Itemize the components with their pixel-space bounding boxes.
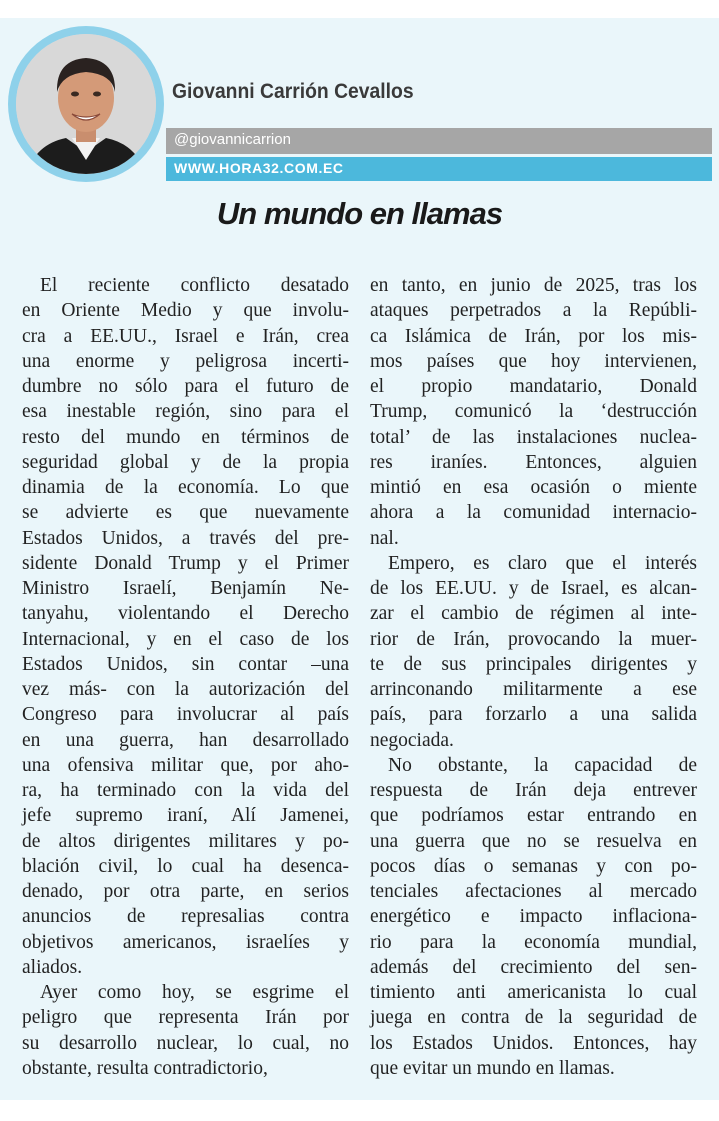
text-line: mintió en esa ocasión o miente (370, 477, 697, 498)
text-line: ca Islámica de Irán, por los mis- (370, 325, 697, 347)
author-photo-icon (16, 34, 156, 174)
author-photo (16, 34, 156, 174)
text-line: obstante, resulta contradictorio, (22, 1057, 268, 1079)
text-line: Empero, es claro que el interés (388, 552, 697, 574)
text-line: ra, ha terminado con la vida del (22, 780, 349, 801)
text-line: cra a EE.UU., Israel e Irán, crea (22, 325, 349, 347)
text-line: en una guerra, han desarrollado (22, 729, 349, 751)
text-line: los Estados Unidos. Entonces, hay (370, 1032, 697, 1054)
author-handle[interactable]: @giovannicarrion (174, 131, 291, 148)
text-line: nal. (370, 527, 399, 549)
text-line: esa inestable región, sino para el (22, 401, 349, 423)
text-line: total’ de las instalaciones nuclea- (370, 426, 697, 448)
text-line: mos países que hoy intervienen, (370, 350, 697, 372)
text-line: Ayer como hoy, se esgrime el (40, 982, 349, 1003)
text-line: Estados Unidos, sin contar –una (22, 653, 349, 675)
text-line: una enorme y peligrosa incerti- (22, 350, 349, 372)
text-line: zar el cambio de régimen al inte- (370, 603, 697, 625)
text-line: rior de Irán, provocando la muer- (370, 628, 697, 650)
text-line: El reciente conflicto desatado (40, 275, 349, 296)
text-line: además del crecimiento del sen- (370, 956, 697, 978)
text-line: una guerra que no se resuelva en (370, 830, 697, 852)
text-line: objetivos americanos, israelíes y (22, 931, 349, 953)
text-line: su desarrollo nuclear, lo cual, no (22, 1032, 349, 1054)
author-name: Giovanni Carrión Cevallos (172, 80, 414, 103)
text-line: arrinconando militarmente a ese (370, 679, 697, 700)
text-line: de los EE.UU. y de Israel, es alcan- (370, 578, 697, 599)
text-line: negociada. (370, 729, 454, 751)
text-line: rio para la economía mundial, (370, 931, 697, 953)
text-line: ahora a la comunidad internacio- (370, 502, 697, 524)
text-line: Congreso para involucrar al país (22, 704, 349, 726)
text-line: que evitar un mundo en llamas. (370, 1057, 615, 1079)
right-column (370, 273, 697, 1081)
text-line: ataques perpetrados a la Repúbli- (370, 300, 697, 322)
text-line: timiento anti americanista lo cual (370, 982, 697, 1003)
text-line: jefe supremo iraní, Alí Jamenei, (22, 805, 349, 827)
paragraph (370, 551, 697, 753)
text-line: No obstante, la capacidad de (388, 754, 697, 776)
text-line: tenciales afectaciones al mercado (370, 881, 697, 902)
paragraph (370, 273, 697, 551)
text-line: vez más- con la autorización del (22, 679, 349, 700)
text-line: en Oriente Medio y que involu- (22, 300, 349, 322)
text-line: denado, por otra parte, en serios (22, 881, 349, 902)
text-line: país, para forzarlo a una salida (370, 704, 697, 726)
text-line: Ministro Israelí, Benjamín Ne- (22, 578, 349, 599)
text-line: una ofensiva militar que, por aho- (22, 754, 349, 776)
handle-bar (166, 128, 712, 154)
text-line: el propio mandatario, Donald (370, 376, 697, 397)
text-line: res iraníes. Entonces, alguien (370, 451, 697, 473)
text-line: peligro que representa Irán por (22, 1007, 349, 1029)
text-line: anuncios de represalias contra (22, 906, 349, 928)
website-link[interactable]: WWW.HORA32.COM.EC (174, 160, 344, 176)
text-line: tanyahu, violentando el Derecho (22, 603, 349, 625)
article-title: Un mundo en llamas (216, 196, 503, 231)
text-line: resto del mundo en términos de (22, 426, 349, 448)
avatar-ring (8, 26, 164, 182)
paragraph (22, 980, 349, 1081)
paragraph (370, 753, 697, 1081)
text-line: Trump, comunicó la ‘destrucción (370, 401, 697, 423)
text-line: seguridad global y de la propia (22, 451, 349, 473)
paragraph (22, 273, 349, 980)
text-line: de altos dirigentes militares y po- (22, 830, 349, 852)
text-line: te de sus principales dirigentes y (370, 653, 697, 675)
text-line: blación civil, lo cual ha desenca- (22, 855, 349, 877)
text-line: Estados Unidos, a través del pre- (22, 527, 349, 549)
left-column (22, 273, 349, 1081)
text-line: aliados. (22, 956, 83, 978)
text-line: sidente Donald Trump y el Primer (22, 552, 349, 574)
text-line: juega en contra de la seguridad de (370, 1007, 697, 1029)
website-bar (166, 157, 712, 181)
text-line: dumbre no sólo para el futuro de (22, 376, 349, 397)
text-line: que podríamos estar entrando en (370, 805, 697, 827)
text-line: Internacional, y en el caso de los (22, 628, 349, 650)
text-line: pocos días o semanas y con po- (370, 855, 697, 877)
text-line: dinamia de la economía. Lo que (22, 477, 349, 498)
text-line: energético e impacto inflaciona- (370, 906, 697, 928)
text-line: respuesta de Irán deja entrever (370, 780, 697, 801)
text-line: se advierte es que nuevamente (22, 502, 349, 524)
text-line: en tanto, en junio de 2025, tras los (370, 275, 697, 296)
